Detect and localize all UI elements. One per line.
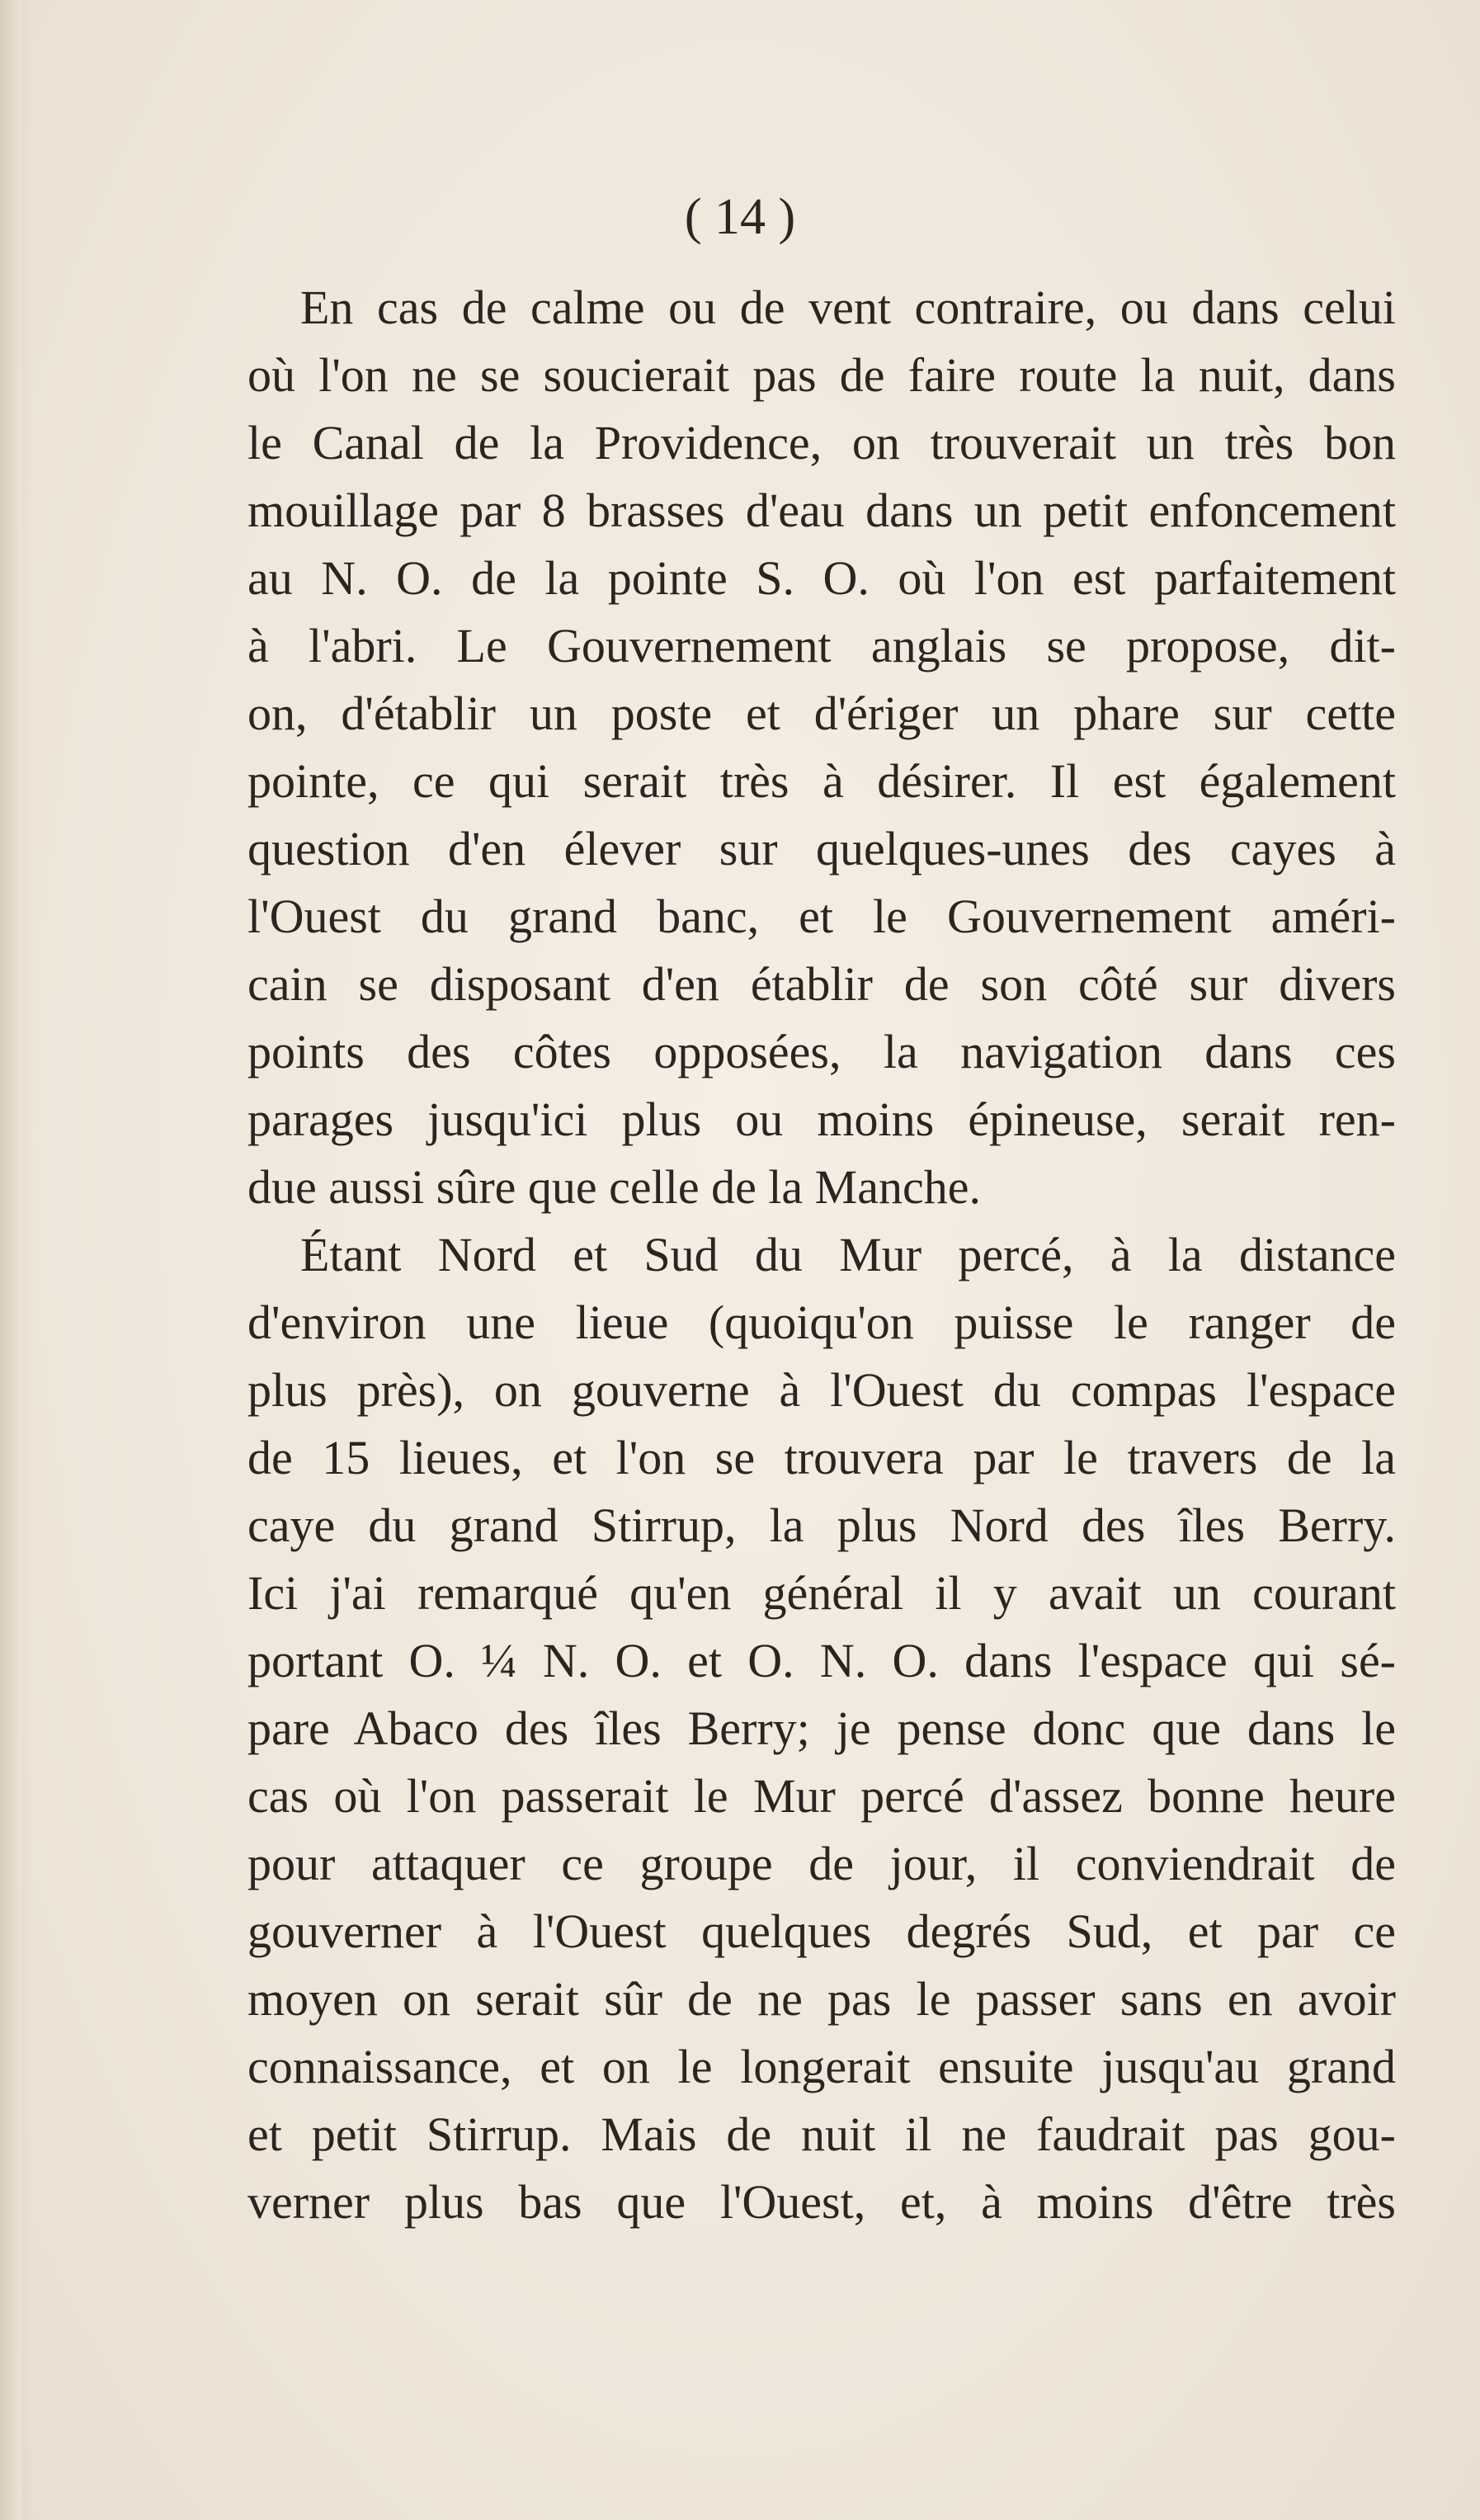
- text-line: pointe, ce qui serait très à désirer. Il est également: [247, 754, 1396, 808]
- page-binding-edge: [0, 0, 21, 2520]
- text-line: l'Ouest du grand banc, et le Gouvernement améri-: [247, 890, 1396, 943]
- text-line: le Canal de la Providence, on trouverait un très bon: [247, 416, 1396, 470]
- text-line: Ici j'ai remarqué qu'en général il y avait un courant: [247, 1566, 1396, 1620]
- text-line: pour attaquer ce groupe de jour, il conviendrait de: [247, 1837, 1396, 1890]
- text-line: portant O. ¼ N. O. et O. N. O. dans l'espace qui sé-: [247, 1634, 1396, 1687]
- page-number: ( 14 ): [684, 189, 796, 245]
- text-line: où l'on ne se soucierait pas de faire route la nuit, dans: [247, 348, 1396, 402]
- text-line: d'environ une lieue (quoiqu'on puisse le ranger de: [247, 1295, 1396, 1349]
- text-line: moyen on serait sûr de ne pas le passer sans en avoir: [247, 1972, 1396, 2026]
- text-line: de 15 lieues, et l'on se trouvera par le travers de la: [247, 1431, 1396, 1484]
- text-line: plus près), on gouverne à l'Ouest du compas l'espace: [247, 1363, 1396, 1417]
- text-line: à l'abri. Le Gouvernement anglais se propose, dit-: [247, 619, 1396, 672]
- text-line: pare Abaco des îles Berry; je pense donc que dans le: [247, 1701, 1396, 1755]
- text-line: au N. O. de la pointe S. O. où l'on est parfaitement: [247, 551, 1396, 605]
- text-line: caye du grand Stirrup, la plus Nord des îles Berry.: [247, 1498, 1396, 1552]
- paragraph-1: [247, 274, 1396, 1221]
- text-line: connaissance, et on le longerait ensuite jusqu'au grand: [247, 2040, 1396, 2093]
- text-line: mouillage par 8 brasses d'eau dans un petit enfoncement: [247, 484, 1396, 537]
- text-line: verner plus bas que l'Ouest, et, à moins d'être très: [247, 2175, 1396, 2229]
- text-line: points des côtes opposées, la navigation dans ces: [247, 1025, 1396, 1078]
- paragraph-2: [247, 1221, 1396, 2236]
- text-line: Étant Nord et Sud du Mur percé, à la distance: [300, 1228, 1396, 1281]
- text-line: on, d'établir un poste et d'ériger un phare sur cette: [247, 687, 1396, 740]
- text-line: cas où l'on passerait le Mur percé d'assez bonne heure: [247, 1769, 1396, 1823]
- text-line: question d'en élever sur quelques-unes des cayes à: [247, 822, 1396, 875]
- text-line: cain se disposant d'en établir de son côté sur divers: [247, 957, 1396, 1011]
- text-line: gouverner à l'Ouest quelques degrés Sud, et par ce: [247, 1904, 1396, 1958]
- body-text: [247, 274, 1396, 2236]
- text-line: En cas de calme ou de vent contraire, ou dans celui: [300, 281, 1396, 334]
- text-line: parages jusqu'ici plus ou moins épineuse, serait ren-: [247, 1092, 1396, 1146]
- text-line: et petit Stirrup. Mais de nuit il ne faudrait pas gou-: [247, 2107, 1396, 2161]
- text-line: due aussi sûre que celle de la Manche.: [247, 1160, 981, 1214]
